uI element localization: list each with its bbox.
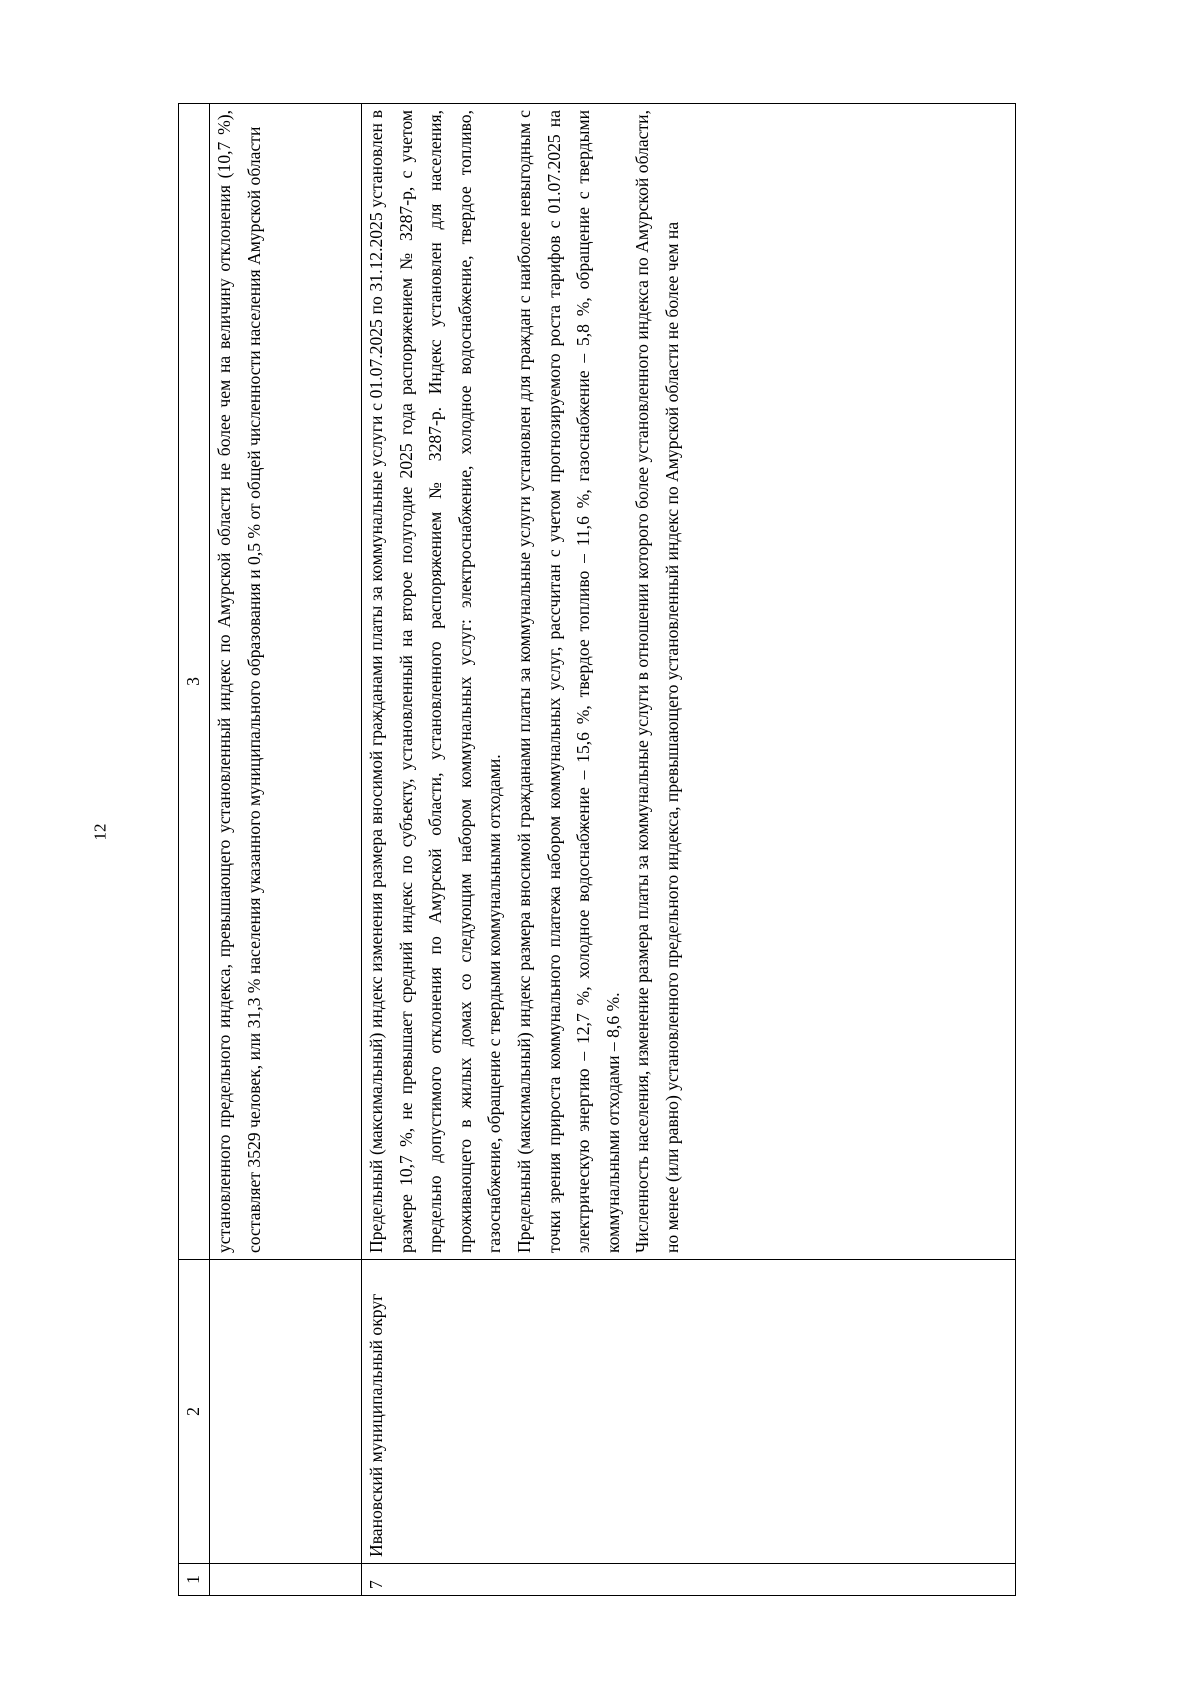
data-table — [178, 103, 1016, 1596]
header-col-1: 1 — [179, 1564, 210, 1596]
cell-number — [210, 1564, 362, 1596]
header-col-2: 2 — [179, 1260, 210, 1564]
cell-number: 7 — [362, 1564, 1016, 1596]
paragraph: Предельный (максимальный) индекс изменения размера вносимой гражданами платы за коммунальные услуги с 01.07.2025 по 31.12.2025 установлен в размере 10,7 %, не превышает средний индекс по субъекту, установленный на второе полугодие 2025 года распоряжением № 3287-р, с учетом предельно допустимого отклонения по Амурской области, установленного распоряжением № 3287-р. Индекс установлен для населения, проживающего в жилых домах со следующим набором коммунальных услуг: электроснабжение, холодное водоснабжение, твердое топливо, газоснабжение, обращение с твердыми коммунальными отходами. — [366, 110, 505, 1253]
paragraph: Численность населения, изменение размера платы за коммунальные услуги в отношении которого более установленного индекса по Амурской области, но менее (или равно) установленного предельного индекса, превышающего установленный индекс по Амурской области не более чем на — [632, 110, 682, 1253]
table-row — [210, 104, 362, 1596]
cell-municipality — [210, 1260, 362, 1564]
paragraph: Предельный (максимальный) индекс размера вносимой гражданами платы за коммунальные услуги установлен для граждан с наиболее невыгодным с точки зрения прироста коммунального платежа набором коммунальных услуг, рассчитан с учетом прогнозируемого роста тарифов с 01.07.2025 на электрическую энергию – 12,7 %, холодное водоснабжение – 15,6 %, твердое топливо – 11,6 %, газоснабжение – 5,8 %, обращение с твердыми коммунальными отходами – 8,6 %. — [513, 110, 623, 1253]
rotated-page-content — [178, 104, 1016, 1596]
cell-description — [362, 104, 1016, 1260]
cell-description — [210, 104, 362, 1260]
cell-municipality: Ивановский муниципальный округ — [362, 1260, 1016, 1564]
paragraph: установленного предельного индекса, превышающего установленный индекс по Амурской области не более чем на величину отклонения (10,7 %), составляет 3529 человек, или 31,3 % населения указанного муниципального образования и 0,5 % от общей численности населения Амурской области — [214, 110, 264, 1253]
table-row — [362, 104, 1016, 1596]
page-number: 12 — [90, 823, 110, 841]
table-header-row — [179, 104, 210, 1596]
header-col-3: 3 — [179, 104, 210, 1260]
